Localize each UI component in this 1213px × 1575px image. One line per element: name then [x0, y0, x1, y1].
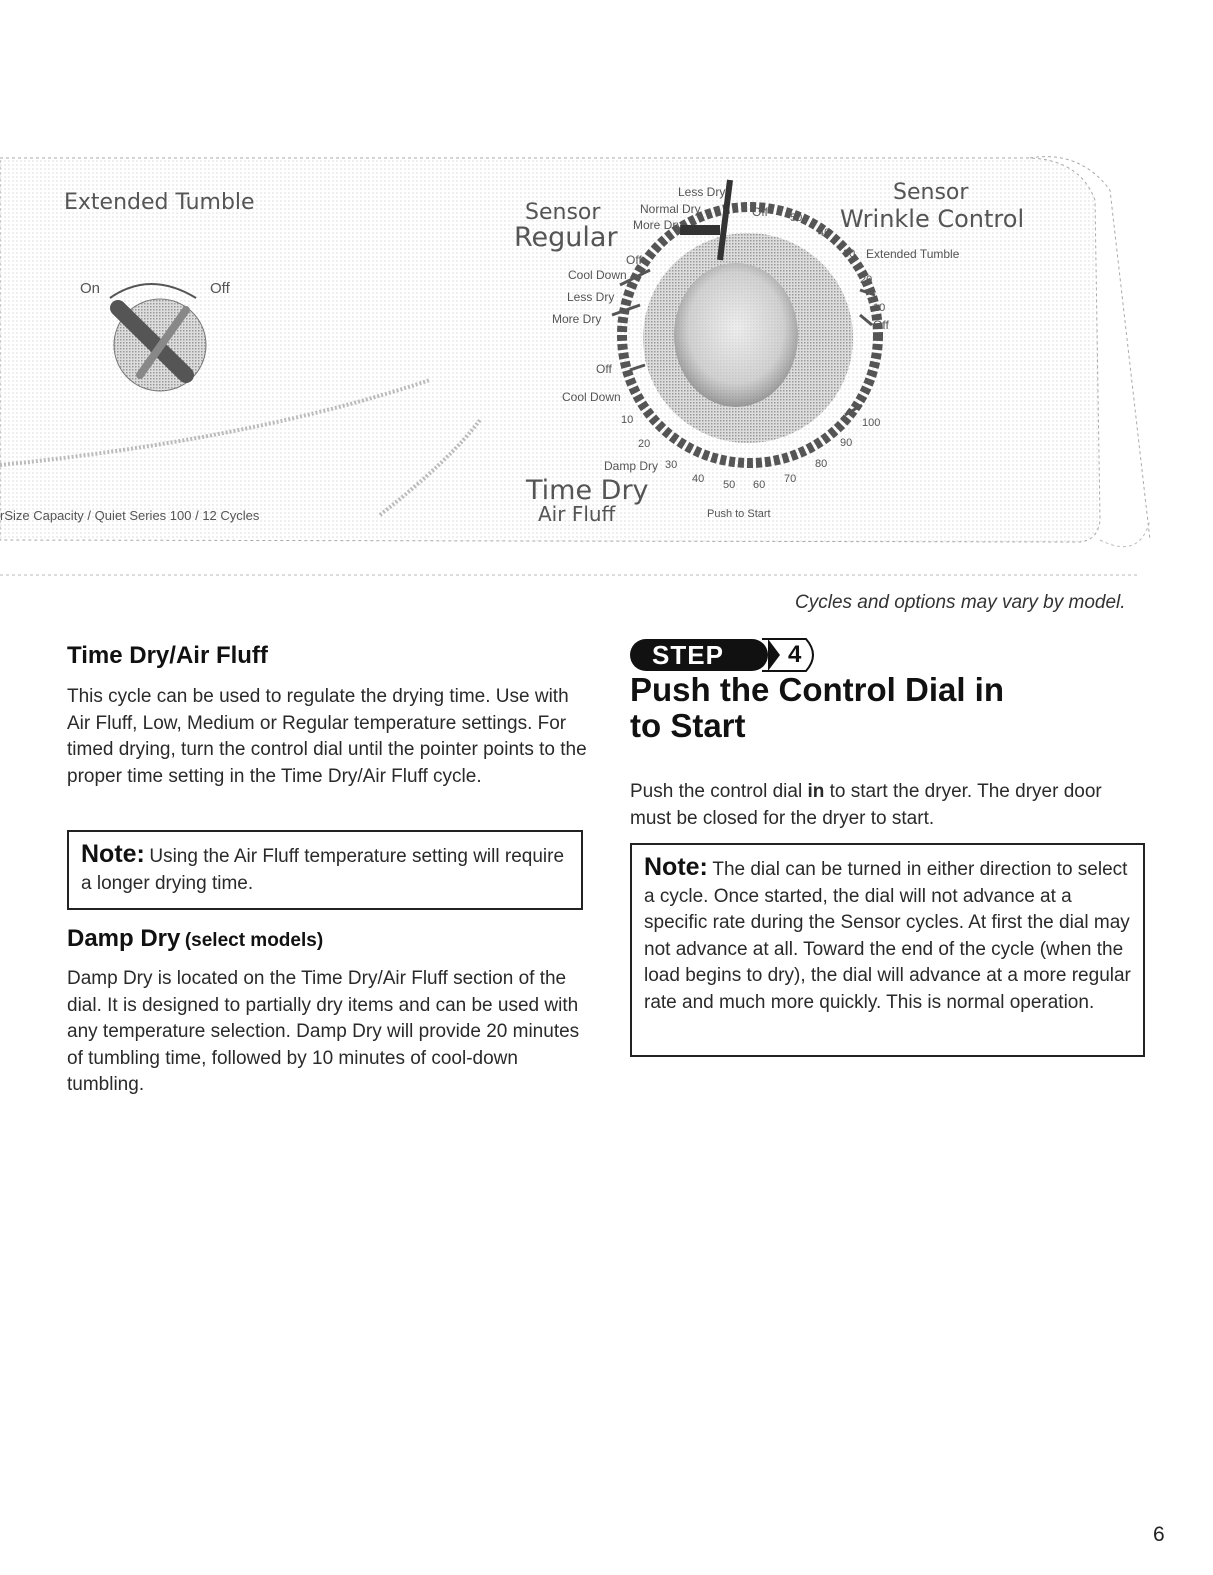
- step-label: STEP: [652, 640, 724, 670]
- sw-tick: 20: [860, 274, 873, 286]
- sr-item: Cool Down: [568, 268, 627, 282]
- knob-off-label: Off: [210, 280, 230, 297]
- damp-dry-paragraph: Damp Dry is located on the Time Dry/Air Fluff section of the dial. It is designed to partially dry items and can be used with any temperature selection. Damp Dry will provide 20 minutes of tumbling time, followed by 10 minutes of cool-down tumbling.: [67, 968, 580, 1095]
- damp-dry-subtitle: (select models): [184, 930, 324, 951]
- sw-off: Off: [873, 318, 889, 332]
- push-text-before: Push the control dial: [630, 781, 808, 802]
- sw-off-top: Off: [752, 205, 768, 219]
- note-box-air-fluff: [67, 830, 583, 910]
- td-tick: 30: [665, 459, 678, 471]
- sensor-wrinkle-line1: Sensor: [893, 180, 969, 205]
- sensor-regular-line2: Regular: [514, 222, 618, 253]
- sw-tick: 30: [843, 248, 856, 260]
- push-dial-paragraph: [630, 779, 1120, 832]
- td-cool-down: Cool Down: [562, 390, 621, 404]
- sw-tick: 10: [873, 302, 886, 314]
- push-text-after: to start the dryer. The dryer door must be closed for the dryer to start.: [630, 781, 1102, 829]
- sr-item: Less Dry: [678, 185, 726, 199]
- sr-item: Less Dry: [567, 290, 615, 304]
- step-heading: [630, 672, 1004, 744]
- sw-tick: 50: [790, 212, 803, 224]
- sr-item: Normal Dry: [640, 202, 701, 216]
- td-tick: 80: [815, 458, 828, 470]
- sensor-regular-line1: Sensor: [525, 200, 601, 225]
- sw-extended-tumble: Extended Tumble: [866, 247, 960, 261]
- sw-tick: 40: [818, 227, 831, 239]
- time-dry-line1: Time Dry: [526, 475, 649, 506]
- knob-on-label: On: [80, 280, 101, 297]
- sensor-wrinkle-line2: Wrinkle Control: [840, 205, 1025, 233]
- td-tick: 90: [840, 437, 853, 449]
- time-dry-paragraph: This cycle can be used to regulate the drying time. Use with Air Fluff, Low, Medium or Regular temperature settings. For timed drying, turn the control dial until the pointer points to the proper time setting in the Time Dry/Air Fluff cycle.: [67, 686, 587, 787]
- push-to-start-label: Push to Start: [707, 508, 771, 520]
- heading-time-dry-air-fluff: Time Dry/Air Fluff: [67, 642, 268, 669]
- damp-dry-title: Damp Dry: [67, 925, 181, 952]
- time-dry-line2: Air Fluff: [538, 502, 616, 526]
- td-tick: 20: [638, 438, 651, 450]
- note-label: Note:: [644, 853, 708, 881]
- sr-item: More Dry: [552, 312, 602, 326]
- sr-item: More Dry: [633, 218, 683, 232]
- td-tick: 50: [723, 479, 736, 491]
- td-tick: 70: [784, 473, 797, 485]
- extended-tumble-title: Extended Tumble: [64, 190, 255, 215]
- td-tick: 60: [753, 479, 766, 491]
- step-heading-line1: Push the Control Dial in: [630, 671, 1005, 708]
- note-box-dial: [630, 843, 1145, 1057]
- note-text: The dial can be turned in either direction to select a cycle. Once started, the dial will not advance at a specific rate during the Sensor cycles. At first the dial may not advance at all. Toward the end of the cycle (when the load begins to dry), the dial will advance at a more regular rate and much more quickly. This is normal operation.: [644, 859, 1131, 1013]
- sr-item: Off: [626, 253, 642, 267]
- step-heading-line2: to Start: [630, 707, 746, 744]
- push-text-bold: in: [807, 781, 825, 802]
- figure-caption: Cycles and options may vary by model.: [795, 592, 1126, 613]
- step-number: 4: [788, 641, 802, 668]
- td-damp-dry: Damp Dry: [604, 459, 659, 473]
- page-number: 6: [1153, 1523, 1165, 1546]
- note-label: Note:: [81, 840, 145, 868]
- td-tick: 10: [621, 414, 634, 426]
- td-off: Off: [596, 362, 612, 376]
- td-tick: 40: [692, 473, 705, 485]
- td-tick: 100: [862, 417, 881, 429]
- panel-footer-text: rSize Capacity / Quiet Series 100 / 12 Cycles: [0, 508, 260, 523]
- note-text: Using the Air Fluff temperature setting will require a longer drying time.: [81, 846, 565, 894]
- heading-damp-dry: [67, 925, 323, 953]
